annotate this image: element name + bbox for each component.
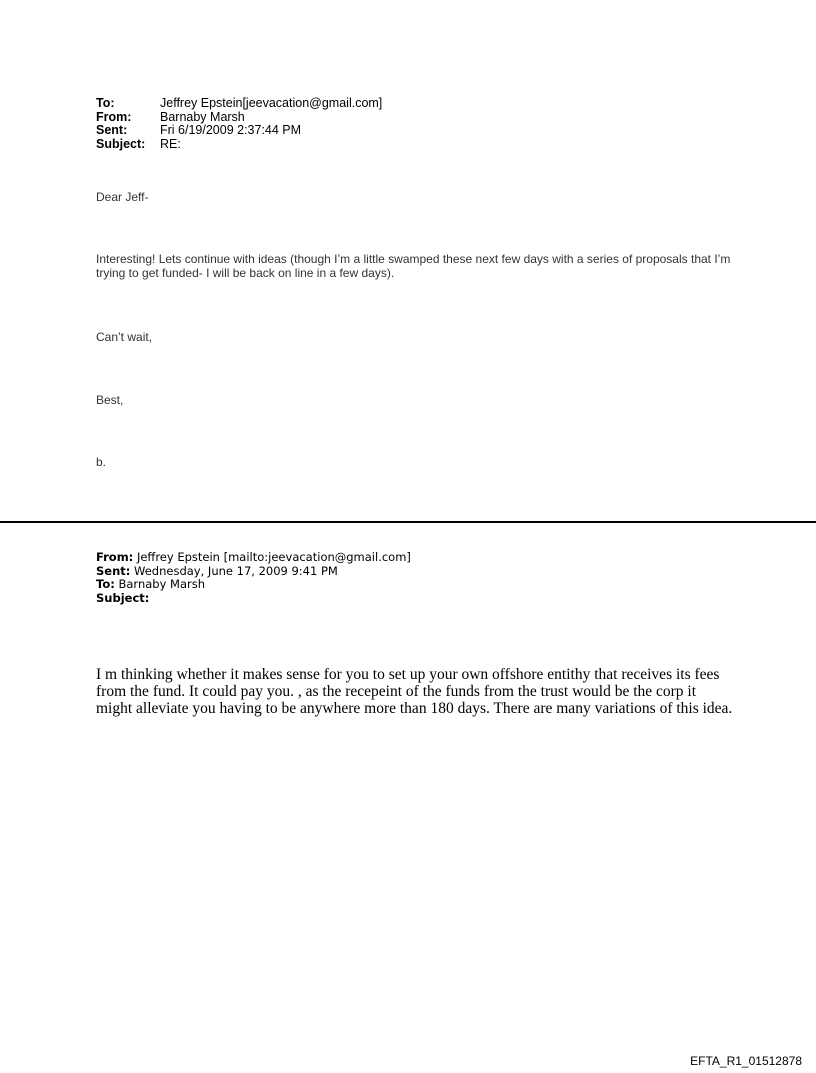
orig-from-label: From: [96,550,134,564]
to-value: Jeffrey Epstein[jeevacation@gmail.com] [160,96,383,110]
subject-label: Subject: [96,136,146,151]
reply-email-header [96,97,382,151]
orig-to-label: To: [96,577,115,591]
orig-to-value: Barnaby Marsh [118,577,206,591]
from-label: From: [96,109,132,124]
from-row [96,111,382,125]
sent-label: Sent: [96,123,128,137]
orig-sent-label: Sent: [96,563,131,578]
divider-line [0,521,816,523]
orig-to-row [96,578,411,592]
to-label: To: [96,96,115,110]
to-row [96,97,382,111]
reply-signature: b. [96,455,107,469]
document-id: EFTA_R1_01512878 [690,1054,802,1068]
orig-sent-row [96,565,411,579]
reply-closing-1: Can’t wait, [96,330,153,344]
subject-value: RE: [160,136,181,151]
reply-greeting: Dear Jeff- [96,190,149,204]
reply-paragraph: Interesting! Lets continue with ideas (though I’m a little swamped these next few days with a series of proposals that I’m trying to get funded- I will be back on line in a few days). [96,252,731,280]
reply-closing-2: Best, [96,393,124,407]
from-value: Barnaby Marsh [160,109,245,124]
original-email-header [96,551,411,605]
orig-subject-label: Subject: [96,590,150,605]
original-email-body: I m thinking whether it makes sense for you to set up your own offshore entithy that receives its fees from the fund. It could pay you. , as the recepeint of the funds from the trust would be the corp it might alleviate you having to be anywhere more than 180 days. There are many variations of this idea. [96,666,733,717]
orig-from-value: Jeffrey Epstein [mailto:jeevacation@gmail.com] [136,550,411,564]
orig-subject-row [96,592,411,606]
orig-from-row [96,551,411,565]
sent-value: Fri 6/19/2009 2:37:44 PM [160,123,302,137]
orig-sent-value: Wednesday, June 17, 2009 9:41 PM [134,563,338,578]
sent-row [96,124,382,138]
subject-row [96,138,382,152]
